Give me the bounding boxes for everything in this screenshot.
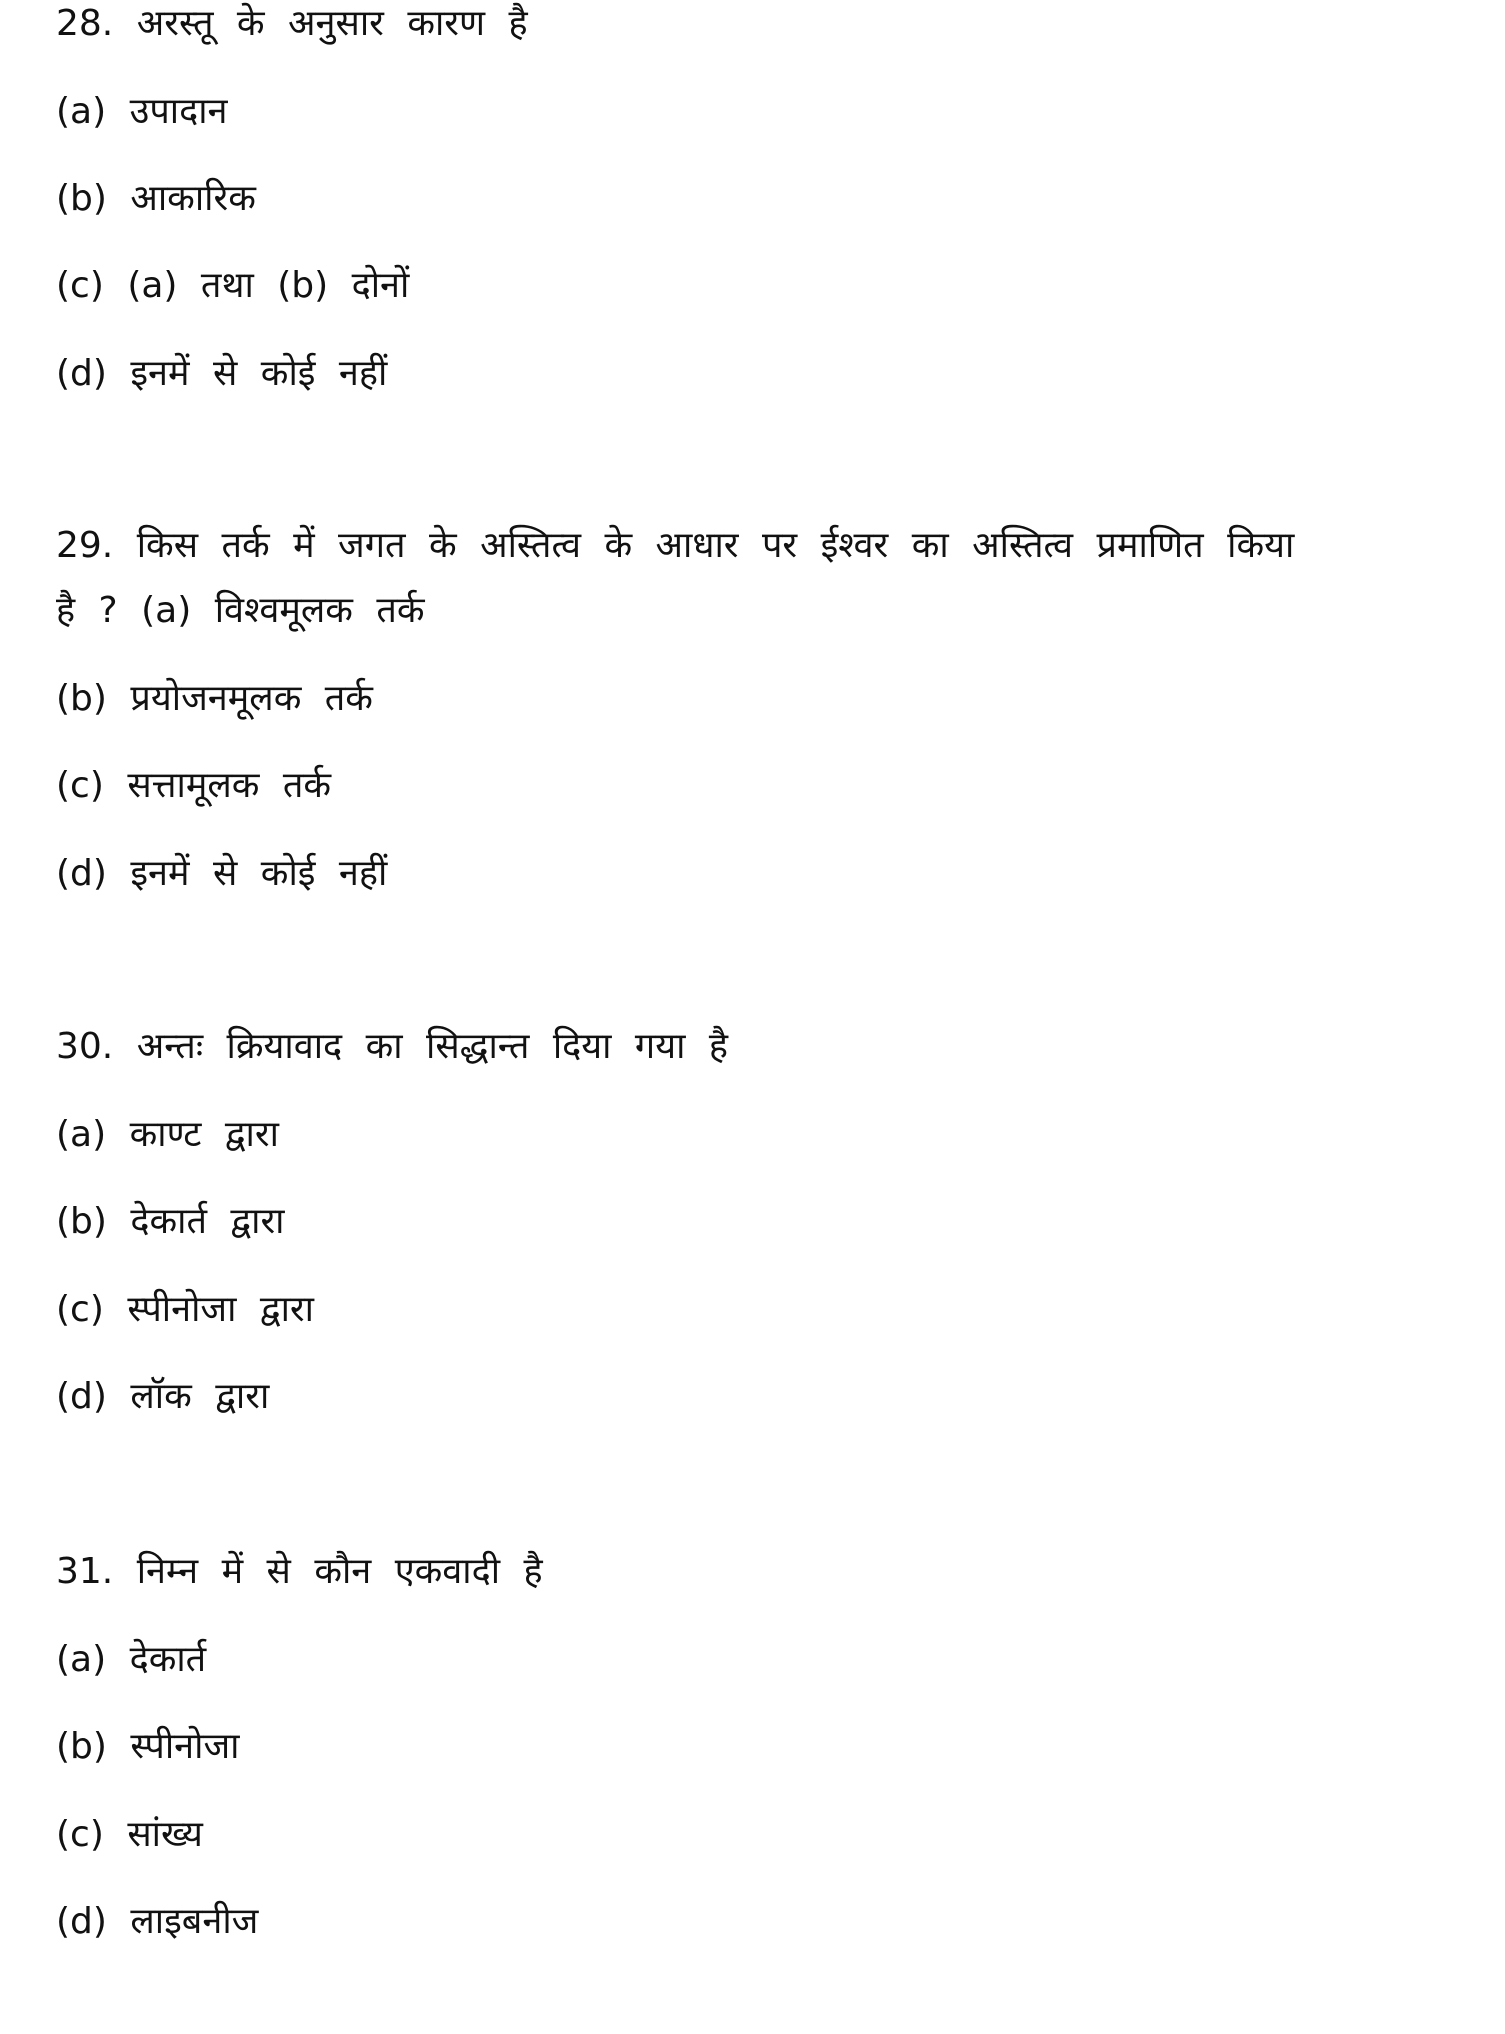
question-number: 28. [56, 3, 114, 44]
option-a: (a) देकार्त [56, 1639, 207, 1680]
question-stem [56, 1550, 543, 1594]
option-b: (b) आकारिक [56, 178, 256, 219]
question-stem [56, 1025, 728, 1069]
question-text: अरस्तू के अनुसार कारण है [136, 3, 528, 44]
option-b: (b) देकार्त द्वारा [56, 1201, 285, 1242]
option-d: (d) इनमें से कोई नहीं [56, 353, 388, 394]
question-text: निम्न में से कौन एकवादी है [136, 1551, 543, 1592]
question-stem [56, 2, 528, 46]
option-a: (a) काण्ट द्वारा [56, 1114, 279, 1155]
option-c: (c) सांख्य [56, 1814, 203, 1855]
option-c: (c) (a) तथा (b) दोनों [56, 265, 410, 306]
question-text: अन्तः क्रियावाद का सिद्धान्त दिया गया है [136, 1026, 728, 1067]
option-d: (d) लॉक द्वारा [56, 1376, 270, 1417]
option-c: (c) सत्तामूलक तर्क [56, 765, 332, 806]
question-number: 29. [56, 525, 114, 566]
option-a: (a) उपादान [56, 91, 228, 132]
question-text-continued: है ? (a) विश्वमूलक तर्क [56, 590, 425, 631]
option-b: (b) प्रयोजनमूलक तर्क [56, 678, 373, 719]
question-number: 30. [56, 1026, 114, 1067]
option-b: (b) स्पीनोजा [56, 1726, 240, 1767]
question-number: 31. [56, 1551, 114, 1592]
option-c: (c) स्पीनोजा द्वारा [56, 1289, 314, 1330]
question-stem [56, 524, 1294, 568]
option-d: (d) लाइबनीज [56, 1901, 259, 1942]
option-d: (d) इनमें से कोई नहीं [56, 853, 388, 894]
question-text: किस तर्क में जगत के अस्तित्व के आधार पर ईश्वर का अस्तित्व प्रमाणित किया [136, 525, 1295, 566]
